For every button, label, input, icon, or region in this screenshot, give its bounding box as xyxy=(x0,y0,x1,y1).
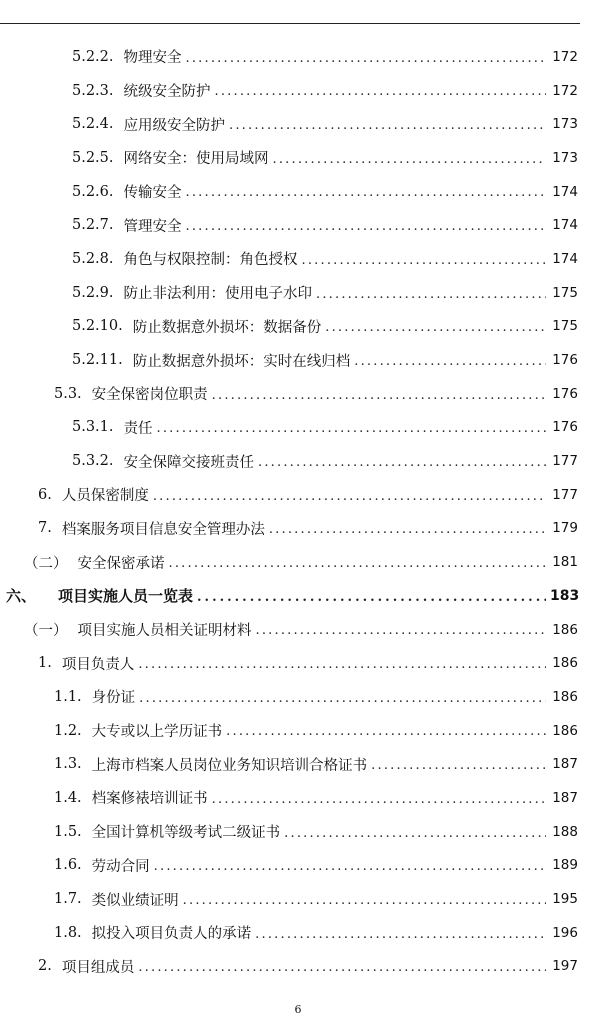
toc-title: 全国计算机等级考试二级证书 xyxy=(91,825,281,842)
toc-number: 1.2. xyxy=(54,722,82,739)
toc-number: （一） xyxy=(24,623,68,640)
toc-number: 6. xyxy=(38,486,52,503)
toc-entry[interactable] xyxy=(0,747,596,781)
dot-leader xyxy=(138,658,546,680)
header-rule xyxy=(0,23,580,24)
table-of-contents xyxy=(0,40,596,983)
toc-page: 188 xyxy=(552,823,578,840)
toc-title: 传输安全 xyxy=(123,185,182,202)
toc-page: 177 xyxy=(552,453,578,470)
toc-entry[interactable] xyxy=(0,849,596,883)
toc-number: 5.2.9. xyxy=(72,284,114,301)
toc-page: 176 xyxy=(552,385,578,402)
toc-number: 5.2.3. xyxy=(72,82,114,99)
toc-title: 物理安全 xyxy=(123,50,182,67)
toc-entry[interactable] xyxy=(0,40,596,74)
dot-leader xyxy=(258,456,546,478)
toc-title: 人员保密制度 xyxy=(61,488,149,505)
toc-title: 劳动合同 xyxy=(91,858,150,875)
toc-entry[interactable] xyxy=(0,343,596,377)
toc-entry[interactable] xyxy=(0,175,596,209)
toc-title: 档案服务项目信息安全管理办法 xyxy=(61,521,265,538)
dot-leader xyxy=(226,725,546,747)
toc-page: 179 xyxy=(552,520,578,537)
toc-entry[interactable] xyxy=(0,545,596,579)
toc-entry-chapter[interactable] xyxy=(0,579,596,613)
toc-page: 187 xyxy=(552,756,578,773)
toc-title: 安全保障交接班责任 xyxy=(123,454,255,471)
toc-entry[interactable] xyxy=(0,613,596,647)
toc-entry[interactable] xyxy=(0,208,596,242)
toc-title: 防止数据意外损坏：实时在线归档 xyxy=(132,353,351,370)
toc-title: 项目实施人员一览表 xyxy=(58,587,194,606)
toc-entry[interactable] xyxy=(0,107,596,141)
toc-page: 172 xyxy=(552,82,578,99)
toc-number: 5.3.2. xyxy=(72,453,114,470)
toc-entry[interactable] xyxy=(0,242,596,276)
toc-title: 统级安全防护 xyxy=(123,84,211,101)
toc-title: 应用级安全防护 xyxy=(123,117,226,134)
toc-page: 173 xyxy=(552,116,578,133)
dot-leader xyxy=(154,860,546,882)
dot-leader xyxy=(255,928,546,950)
toc-page: 172 xyxy=(552,48,578,65)
toc-number: 5.2.4. xyxy=(72,116,114,133)
toc-number: 1.4. xyxy=(54,789,82,806)
toc-title: 责任 xyxy=(123,420,153,437)
toc-number: 1. xyxy=(38,655,52,672)
toc-page: 173 xyxy=(552,149,578,166)
toc-entry[interactable] xyxy=(0,444,596,478)
toc-number: 5.2.2. xyxy=(72,48,114,65)
toc-title: 项目实施人员相关证明材料 xyxy=(77,623,252,640)
toc-entry[interactable] xyxy=(0,680,596,714)
dot-leader xyxy=(139,692,546,714)
toc-page: 176 xyxy=(552,352,578,369)
toc-number: 1.8. xyxy=(54,924,82,941)
dot-leader xyxy=(197,591,546,613)
dot-leader xyxy=(183,894,546,916)
toc-page: 174 xyxy=(552,250,578,267)
toc-entry[interactable] xyxy=(0,411,596,445)
toc-entry[interactable] xyxy=(0,950,596,984)
toc-title: 安全保密岗位职责 xyxy=(91,387,208,404)
toc-entry[interactable] xyxy=(0,276,596,310)
toc-title: 防止非法利用：使用电子水印 xyxy=(123,286,313,303)
toc-number: 1.1. xyxy=(54,688,82,705)
toc-page: 186 xyxy=(552,722,578,739)
dot-leader xyxy=(229,119,546,141)
dot-leader xyxy=(215,85,546,107)
toc-entry[interactable] xyxy=(0,781,596,815)
toc-number: （二） xyxy=(24,555,68,572)
toc-title: 身份证 xyxy=(91,690,136,707)
toc-title: 角色与权限控制：角色授权 xyxy=(123,252,298,269)
toc-page: 176 xyxy=(552,419,578,436)
toc-page: 187 xyxy=(552,789,578,806)
toc-page: 186 xyxy=(552,688,578,705)
toc-entry[interactable] xyxy=(0,310,596,344)
dot-leader xyxy=(186,186,546,208)
toc-number: 5.2.10. xyxy=(72,318,123,335)
dot-leader xyxy=(269,523,546,545)
toc-page: 174 xyxy=(552,217,578,234)
dot-leader xyxy=(371,759,546,781)
dot-leader xyxy=(186,220,546,242)
toc-title: 管理安全 xyxy=(123,218,182,235)
toc-number: 1.7. xyxy=(54,891,82,908)
toc-number: 5.2.6. xyxy=(72,183,114,200)
toc-number: 2. xyxy=(38,958,52,975)
dot-leader xyxy=(256,624,547,646)
dot-leader xyxy=(186,52,546,74)
dot-leader xyxy=(354,355,546,377)
toc-page: 195 xyxy=(552,891,578,908)
dot-leader xyxy=(138,961,546,983)
toc-title: 网络安全：使用局域网 xyxy=(123,151,269,168)
toc-page: 186 xyxy=(552,655,578,672)
toc-entry[interactable] xyxy=(0,512,596,546)
dot-leader xyxy=(212,389,546,411)
toc-number: 1.3. xyxy=(54,756,82,773)
toc-title: 拟投入项目负责人的承诺 xyxy=(91,926,252,943)
toc-number: 5.2.11. xyxy=(72,352,123,369)
toc-number: 5.3. xyxy=(54,385,82,402)
toc-page: 174 xyxy=(552,183,578,200)
toc-entry[interactable] xyxy=(0,882,596,916)
dot-leader xyxy=(284,827,546,849)
toc-page: 186 xyxy=(552,621,578,638)
dot-leader xyxy=(316,288,546,310)
toc-entry[interactable] xyxy=(0,478,596,512)
toc-page: 181 xyxy=(552,554,578,571)
toc-number: 5.2.5. xyxy=(72,149,114,166)
page-number: 6 xyxy=(294,1003,302,1016)
toc-entry[interactable] xyxy=(0,646,596,680)
toc-title: 档案修裱培训证书 xyxy=(91,791,208,808)
toc-title: 防止数据意外损坏：数据备份 xyxy=(132,319,322,336)
toc-title: 项目组成员 xyxy=(61,959,135,976)
toc-number: 1.6. xyxy=(54,857,82,874)
toc-title: 大专或以上学历证书 xyxy=(91,724,223,741)
toc-number: 7. xyxy=(38,520,52,537)
dot-leader xyxy=(169,557,547,579)
dot-leader xyxy=(212,793,546,815)
toc-entry[interactable] xyxy=(0,916,596,950)
toc-title: 项目负责人 xyxy=(61,656,135,673)
toc-number: 5.3.1. xyxy=(72,419,114,436)
toc-page: 196 xyxy=(552,924,578,941)
toc-entry[interactable] xyxy=(0,377,596,411)
toc-title: 上海市档案人员岗位业务知识培训合格证书 xyxy=(91,757,368,774)
toc-entry[interactable] xyxy=(0,74,596,108)
toc-entry[interactable] xyxy=(0,141,596,175)
dot-leader xyxy=(153,490,546,512)
toc-page: 197 xyxy=(552,958,578,975)
toc-page: 175 xyxy=(552,284,578,301)
toc-page: 177 xyxy=(552,486,578,503)
toc-page: 175 xyxy=(552,318,578,335)
toc-title: 类似业绩证明 xyxy=(91,892,179,909)
toc-number: 1.5. xyxy=(54,823,82,840)
toc-page: 189 xyxy=(552,857,578,874)
toc-number: 5.2.8. xyxy=(72,250,114,267)
dot-leader xyxy=(273,153,546,175)
dot-leader xyxy=(302,254,546,276)
dot-leader xyxy=(325,321,546,343)
dot-leader xyxy=(157,422,546,444)
toc-entry[interactable] xyxy=(0,714,596,748)
toc-number: 六、 xyxy=(6,587,37,606)
toc-entry[interactable] xyxy=(0,815,596,849)
toc-title: 安全保密承诺 xyxy=(77,555,165,572)
toc-number: 5.2.7. xyxy=(72,217,114,234)
toc-page: 183 xyxy=(550,587,580,604)
